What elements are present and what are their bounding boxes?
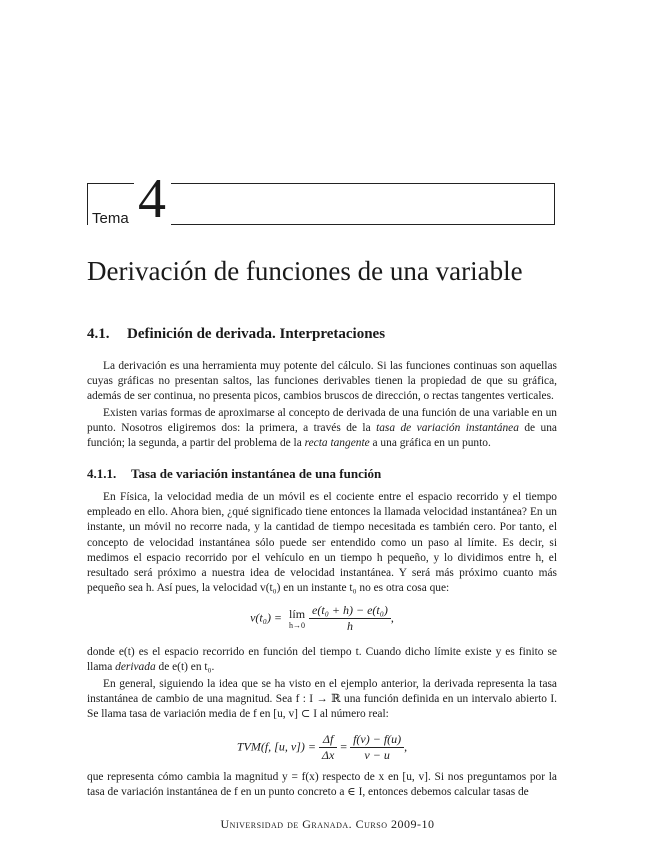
eq1-lim-word: lím (289, 607, 306, 621)
paragraph-def-text-a: donde e(t) es el espacio recorrido en función del tiempo t. Cuando dicho límite existe y es finito se llama (87, 646, 557, 674)
chapter-number: 4 (138, 168, 166, 230)
eq2-lhs: TVM(f, [u, v]) = (236, 739, 319, 754)
emphasis-tasa: tasa de variación instantánea (376, 422, 519, 435)
eq1-denominator: h (346, 619, 353, 633)
eq1-lim-sub: h→0 (289, 621, 306, 630)
paragraph-general: En general, siguiendo la idea que se ha visto en el ejemplo anterior, la derivada representa la tasa instantánea de cambio de una magnitud. Sea f : I → ℝ una función definida en un intervalo abierto I. Se llama tasa de variación media de f en [u, v] ⊂ I al número real: (87, 678, 557, 721)
emphasis-derivada: derivada (115, 661, 156, 674)
eq2-f2-denominator: v − u (364, 748, 390, 762)
paragraph-physics: En Física, la velocidad media de un móvil es el cociente entre el espacio recorrido y el tiempo empleado en ello. Ahora bien, ¿qué significado tiene entonces la llamada velocidad instantánea? En un instante, un móvil no recorre nada, y la cantidad de tiempo necesitada es también cero. Por tanto, el concepto de velocidad instantánea sólo puede ser entendido como un paso al límite. Es decir, si medimos el espacio recorrido por el vehículo en un tiempo h pequeño, y lo dividimos entre h, el resultado será próximo a nuestra idea de velocidad instantánea. Y será más próximo cuanto más pequeño sea h. Así pues, la velocidad v(t₀) en un instante t₀ no es otra cosa que: (87, 491, 557, 595)
paragraph-approaches-text-c: a una gráfica en un punto. (369, 437, 491, 450)
page-footer: Universidad de Granada. Curso 2009-10 (220, 817, 435, 831)
box-border-bottom (171, 224, 555, 225)
box-border-right (554, 183, 555, 225)
equation-velocity (87, 603, 557, 634)
eq1-limit (289, 607, 305, 630)
box-border-top-right (171, 183, 555, 184)
box-border-left (87, 183, 88, 225)
section-number: 4.1. (87, 326, 110, 342)
eq2-f2-numerator: f(v) − f(u) (350, 732, 404, 748)
eq2-fraction-2 (350, 732, 404, 763)
emphasis-recta: recta tangente (304, 437, 370, 450)
section-heading (87, 326, 385, 343)
paragraph-approaches-text-b: de una función; la segunda, a partir del problema de la (87, 422, 557, 450)
eq2-f1-denominator: Δx (321, 748, 335, 762)
chapter-word: Tema (92, 210, 129, 227)
paragraph-approaches-text-a: Existen varias formas de aproximarse al concepto de derivada de una función de una variable en un punto. Nosotros eligiremos dos: la primera, a través de la (87, 407, 557, 435)
box-border-top-left (87, 183, 134, 184)
chapter-title: Derivación de funciones de una variable (87, 256, 523, 286)
paragraph-def-text-b: de e(t) en t₀. (155, 661, 215, 674)
subsection-number: 4.1.1. (87, 466, 117, 481)
eq2-fraction-1 (319, 732, 337, 763)
eq2-equals: = (337, 739, 351, 754)
eq1-lhs: v(t₀) = (250, 610, 286, 625)
eq2-f1-numerator: Δf (319, 732, 337, 748)
equation-tvm (87, 732, 557, 763)
subsection-heading (87, 466, 381, 482)
paragraph-continuation: que representa cómo cambia la magnitud y = f(x) respecto de x en [u, v]. Si nos preguntamos por la tasa de variación instantánea de f en un punto concreto a ∈ I, entonces debemos calcular tasas de (87, 771, 557, 799)
eq1-fraction (309, 603, 391, 634)
eq2-tail: , (404, 739, 408, 754)
paragraph-derivative-def (87, 645, 557, 675)
eq1-numerator: e(t₀ + h) − e(t₀) (309, 603, 391, 619)
eq1-tail: , (390, 610, 394, 625)
section-title: Definición de derivada. Interpretaciones (127, 326, 386, 342)
subsection-title: Tasa de variación instantánea de una función (131, 466, 382, 481)
paragraph-approaches (87, 406, 557, 452)
paragraph-intro: La derivación es una herramienta muy potente del cálculo. Si las funciones continuas son aquellas cuyas gráficas no presentan saltos, las funciones derivables tienen la propiedad de que su gráfica, además de ser continua, no presenta picos, cambios bruscos de dirección, o rectas tangentes verticales. (87, 360, 557, 403)
chapter-header-box (87, 168, 555, 230)
